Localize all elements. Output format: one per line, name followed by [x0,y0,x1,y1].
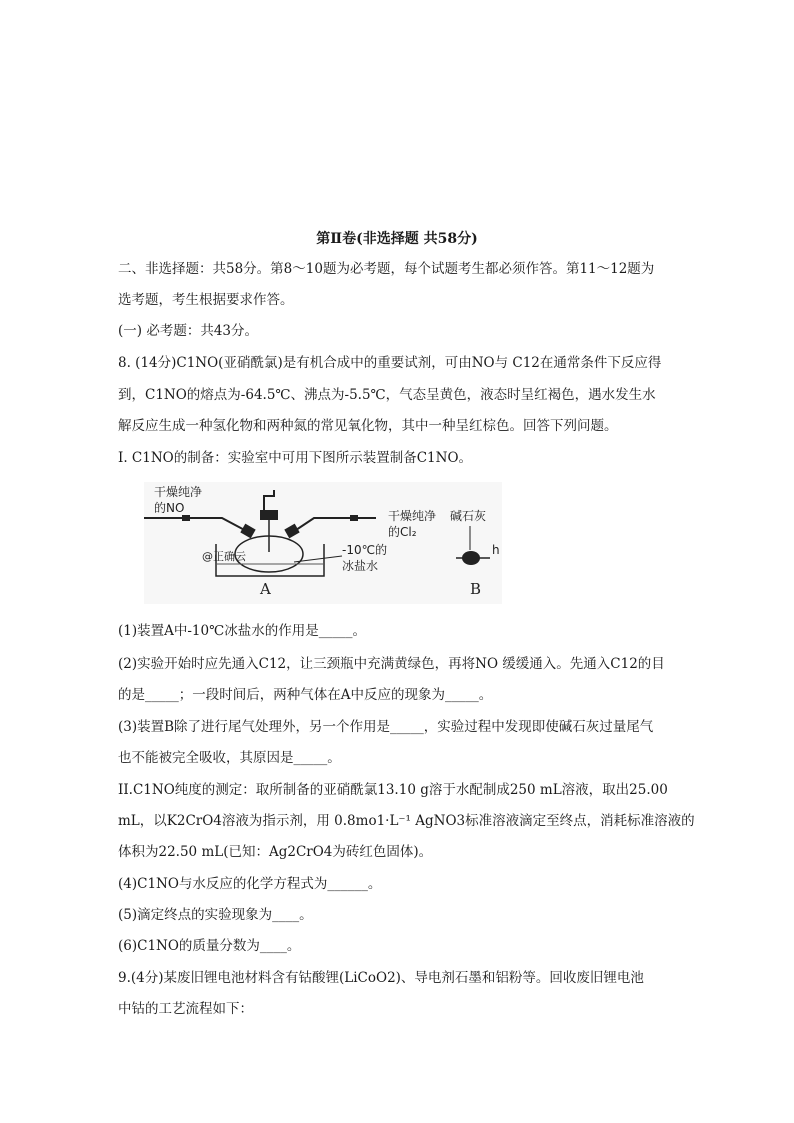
q8-stem-line-3: 解反应生成一种氢化物和两种氮的常见氧化物，其中一种呈红棕色。回答下列问题。 [118,418,618,434]
q8-part2-line-5: (5)滴定终点的实验现象为____。 [118,907,313,923]
label-cl-line1: 干燥纯净 [388,509,437,523]
intro-line-1: 二、非选择题：共58分。第8～10题为必考题，每个试题考生都必须作答。第11～12题为 [118,261,655,277]
q8-part2-line-1: II.C1NO纯度的测定：取所制备的亚硝酰氯13.10 g溶于水配制成250 mL溶液，取出25.00 [118,782,668,798]
watermark-text: @正确云 [202,550,246,563]
q8-sub-line-4: (3)装置B除了进行尾气处理外，另一个作用是_____，实验过程中发现即使碱石灰过量尾气 [118,719,654,735]
label-lime: 碱石灰 [450,509,487,523]
q8-part1-heading: I. C1NO的制备：实验室中可用下图所示装置制备C1NO。 [118,450,473,466]
intro-line-2: 选考题，考生根据要求作答。 [118,292,294,308]
label-temp-line1: -10℃的 [342,543,388,557]
drying-tube-icon [462,551,480,565]
label-cl-line2: 的Cl₂ [388,525,417,539]
label-h: h [492,543,500,557]
section-title: 第Ⅱ卷(非选择题 共58分) [316,231,478,247]
label-no-line2: 的NO [154,501,185,515]
apparatus-diagram [144,482,502,604]
label-temp-line2: 冰盐水 [342,559,379,573]
q8-stem-line-1: 8. (14分)C1NO(亚硝酰氯)是有机合成中的重要试剂，可由NO与 C12在通常条件下反应得 [118,355,662,371]
q9-line-2: 中钴的工艺流程如下： [118,1001,253,1017]
q8-stem-line-2: 到，C1NO的熔点为-64.5℃、沸点为-5.5℃，气态呈黄色，液态时呈红褐色，遇水发生水 [118,387,656,403]
subsection-heading: (一) 必考题：共43分。 [118,323,259,339]
q8-sub-line-5: 也不能被完全吸收，其原因是_____。 [118,750,341,766]
q8-part2-line-2: mL，以K2CrO4溶液为指示剂，用 0.8mo1·L⁻¹ AgNO3标准溶液滴定至终点，消耗标准溶液的 [118,813,695,829]
label-no-line1: 干燥纯净 [154,485,203,499]
q8-part2-line-4: (4)C1NO与水反应的化学方程式为______。 [118,876,382,892]
q8-sub-line-1: (1)装置A中-10℃冰盐水的作用是_____。 [118,623,366,639]
q9-line-1: 9.(4分)某废旧锂电池材料含有钴酸锂(LiCoO2)、导电剂石墨和铝粉等。回收废旧锂电池 [118,970,644,986]
label-A: A [260,580,271,598]
q8-sub-line-2: (2)实验开始时应先通入C12，让三颈瓶中充满黄绿色，再将NO 缓缓通入。先通入C12的目 [118,656,665,672]
q8-part2-line-6: (6)C1NO的质量分数为____。 [118,938,301,954]
apparatus-figure [144,482,502,604]
q8-part2-line-3: 体积为22.50 mL(已知：Ag2CrO4为砖红色固体)。 [118,844,433,860]
q8-sub-line-3: 的是_____；一段时间后，两种气体在A中反应的现象为_____。 [118,687,493,703]
label-B: B [470,580,482,598]
